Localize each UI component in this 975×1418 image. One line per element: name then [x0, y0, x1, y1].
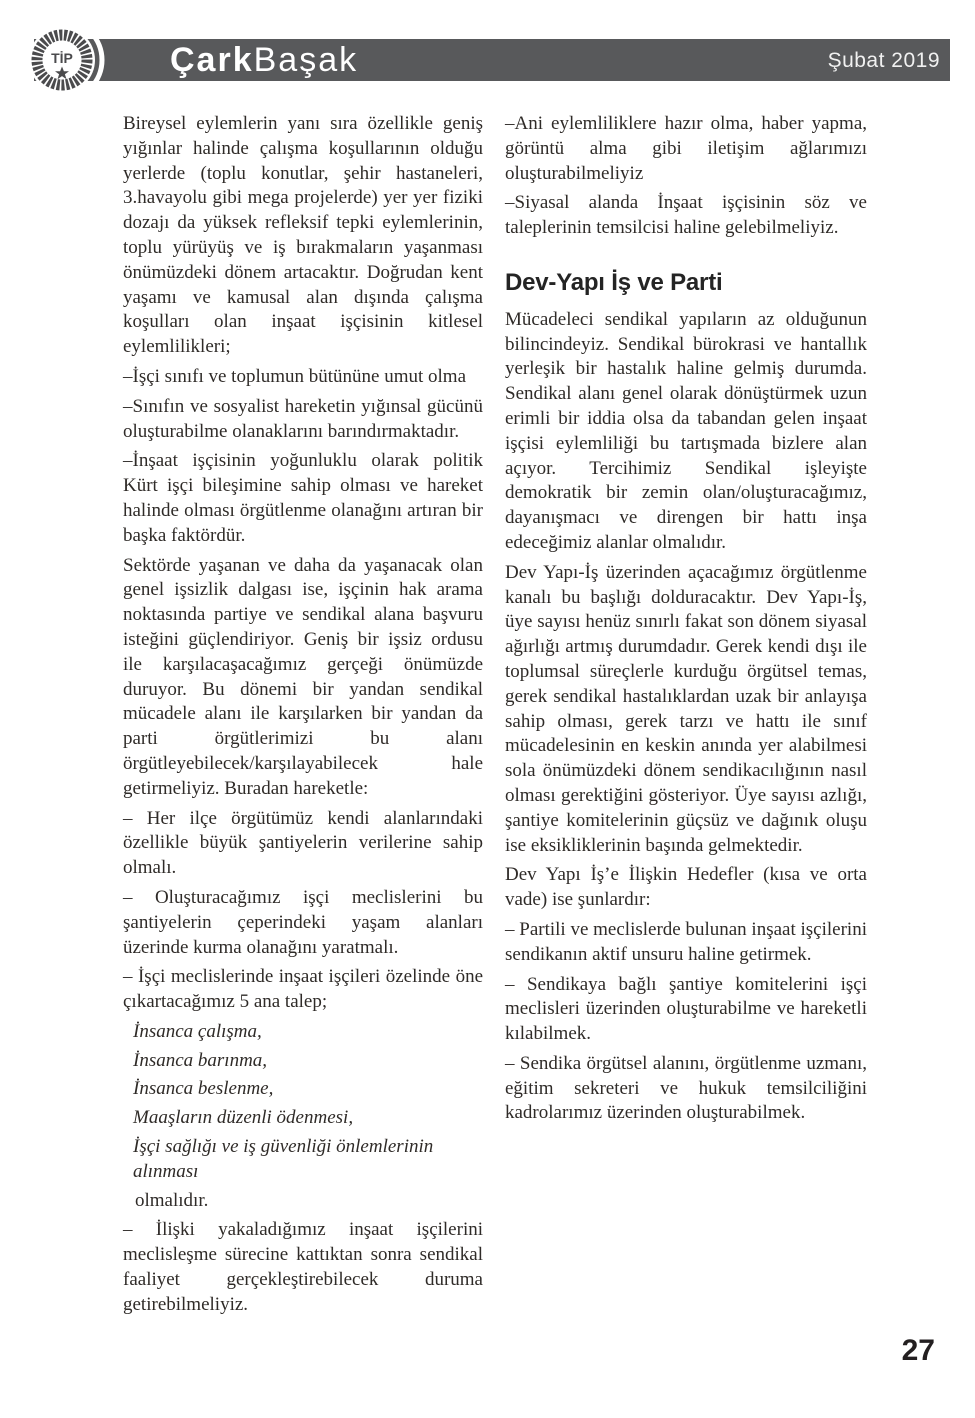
list-item: – İlişki yakaladığımız inşaat işçilerini meclisleşme sürecine kattıktan sonra sendikal faaliyet gerçekleştirebilecek duruma getirebilmeliyiz.: [123, 1219, 483, 1315]
issue-date: Şubat 2019: [827, 49, 940, 72]
list-item: – İşçi meclislerinde inşaat işçileri özelinde öne çıkartacağımız 5 ana talep;: [123, 966, 483, 1013]
tip-emblem-icon: [17, 15, 107, 105]
section-heading: Dev-Yapı İş ve Parti: [505, 268, 723, 296]
left-column: [123, 112, 483, 1323]
list-item: –İnşaat işçisinin yoğunluklu olarak politik Kürt işçi bileşimine sahip olması ve hareket halinde olması örgütlenme olanağını artıran bir başka faktördür.: [123, 450, 483, 546]
demand-item: İşçi sağlığı ve iş güvenliği önlemlerinin alınması: [133, 1136, 434, 1182]
paragraph: olmalıdır.: [135, 1189, 209, 1211]
masthead-title: [170, 39, 358, 81]
demand-item: İnsanca çalışma,: [133, 1020, 262, 1042]
paragraph: Sektörde yaşanan ve daha da yaşanacak olan genel işsizlik dalgası ise, işçinin hak arama noktasında partiye ve sendikal alana başvuru isteğini güçlendiriyor. Geniş bir işsiz ordusu ile karşılacaşacağımız gerçeği önümüzde duruyor. Bu dönemi bir yandan sendikal mücadele alanı ile karşılarken bir yandan da parti örgütlerimizi bu alanı örgütleyebilecek/karşılayabilecek hale getirmeliyiz. Buradan hareketle:: [123, 554, 483, 799]
list-item: –Ani eylemliliklere hazır olma, haber yapma, görüntü alma gibi iletişim ağlarımızı oluşturabilmeliyiz: [505, 113, 867, 184]
list-item: – Oluşturacağımız işçi meclislerini bu şantiyelerin çeperindeki yaşam alanları üzerinde kurma olanağını yaratmalı.: [123, 886, 483, 958]
list-item: –Sınıfın ve sosyalist hareketin yığınsal gücünü oluşturabilme olanaklarını barındırmaktadır.: [123, 395, 483, 442]
masthead-title-secondary: Başak: [253, 41, 359, 79]
list-item: –İşçi sınıfı ve toplumun bütününe umut olma: [123, 365, 467, 387]
paragraph: Bireysel eylemlerin yanı sıra özellikle geniş yığınlar halinde çalışma koşullarının olduğu yerlerde (toplu konutlar, şehir hastaneleri, 3.havayolu gibi mega projelerde) yer yer fiziki dozajı da yüksek refleksif tepki eylemlerinin, toplu yürüyüş ve iş bırakmaların yaşanması önümüzdeki dönem artacaktır. Doğrudan kent yaşamı ve kamusal alan dışında çalışma koşulları olan inşaat işçisinin kitlesel eylemlilikleri;: [123, 113, 483, 358]
logo-text: TİP: [51, 50, 73, 66]
demand-item: İnsanca barınma,: [133, 1049, 268, 1071]
paragraph: Dev Yapı-İş üzerinden açacağımız örgütlenme kanalı bu başlığı dolduracaktır. Dev Yapı-İş, üye sayısı henüz sınırlı fakat son dönem siyasal ağırlığı artmış durumdadır. Gerek kendi dışı ile toplumsal süreçlerle kurduğu örgütsel temas, gerek sendikal hastalıklardan uzak bir anlayışa sahip olması, gerek tarzı ve hattı ile sınıf mücadelesinin en keskin anında yer alabilmesi sola önümüzdeki dönem sendikacılığının nasıl olması gerektiğini gösteriyor. Üye sayısı azlığı, şantiye komitelerinin güçsüz ve dağınık oluşu ise eksikliklerinin başında gelmektedir.: [505, 561, 867, 856]
masthead-title-primary: Çark: [170, 41, 254, 79]
demand-item: İnsanca beslenme,: [133, 1078, 274, 1100]
page-number: 27: [901, 1334, 935, 1367]
paragraph: Dev Yapı İş’e İlişkin Hedefler (kısa ve orta vade) ise şunlardır:: [505, 864, 867, 911]
right-column: [505, 112, 867, 1131]
paragraph: Mücadeleci sendikal yapıların az olduğunun bilincindeyiz. Sendikal bürokrasi ve hantallık yerleşik bir hastalık haline gelmiş durumda. Sendikal alanı genel olarak dönüştürmek uzun erimli bir iddia olsa da tabandan gelen inşaat işçisi eylemliliği bu tartışmada bizlere alan açıyor. Tercihimiz Sendikal işleyişte demokratik bir zemin olan/oluşturacağımız, dayanışmacı ve direngen bir hattı inşa edeceğimiz alanlar olmalıdır.: [505, 308, 867, 553]
list-item: – Partili ve meclislerde bulunan inşaat işçilerini sendikanın aktif unsuru haline getirmek.: [505, 918, 867, 965]
demand-item: Maaşların düzenli ödenmesi,: [133, 1107, 354, 1129]
list-item: –Siyasal alanda İnşaat işçisinin söz ve taleplerinin temsilcisi haline gelebilmeliyiz.: [505, 192, 867, 239]
list-item: – Sendika örgütsel alanını, örgütlenme uzmanı, eğitim sekreteri ve hukuk temsilciliğini kadrolarımız üzerinden oluşturabilmek.: [505, 1052, 867, 1124]
tip-party-logo: [17, 15, 107, 105]
list-item: – Her ilçe örgütümüz kendi alanlarındaki özellikle büyük şantiyelerin verilerine sahip olmalı.: [123, 807, 483, 879]
list-item: – Sendikaya bağlı şantiye komitelerini işçi meclisleri üzerinden oluşturabilme ve hareketli kılabilmek.: [505, 973, 867, 1045]
